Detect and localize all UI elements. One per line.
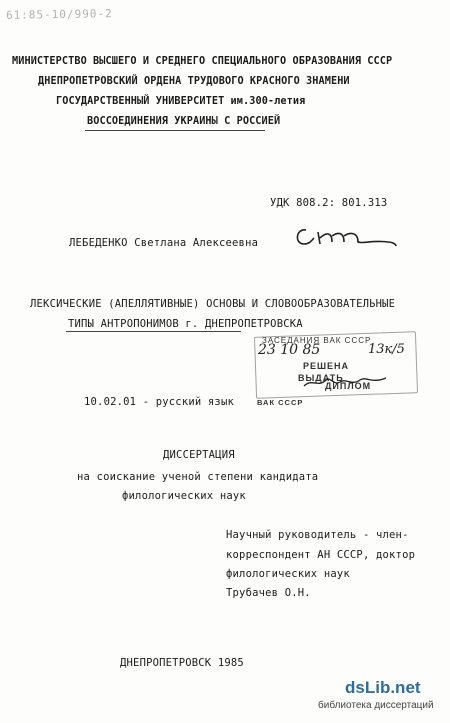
archive-code: 61:85-10/990-2 [5, 7, 113, 22]
thesis-type: ДИССЕРТАЦИЯ [163, 449, 235, 461]
degree-purpose-2: филологических наук [122, 490, 246, 502]
stamp-bottom: ВАК СССР [257, 398, 304, 407]
city-year: ДНЕПРОПЕТРОВСК 1985 [120, 657, 244, 669]
udk-code: УДК 808.2: 801.313 [270, 197, 388, 209]
university-line-1: ДНЕПРОПЕТРОВСКИЙ ОРДЕНА ТРУДОВОГО КРАСНОГО ЗНАМЕНИ [38, 76, 350, 87]
header-underline [85, 130, 265, 131]
dslib-logo [345, 678, 421, 698]
specialty-code: 10.02.01 - русский язык [84, 396, 234, 408]
stamp-number: 13к/5 [368, 342, 405, 357]
stamp-signature [300, 372, 390, 392]
university-line-3: ВОССОЕДИНЕНИЯ УКРАИНЫ С РОССИЕЙ [87, 116, 281, 127]
stamp-date: 23 10 85 [258, 342, 321, 358]
supervisor-name: Трубачев О.Н. [226, 587, 311, 599]
dslib-subtitle: библиотека диссертаций [318, 700, 434, 711]
supervisor-line-1: Научный руководитель - член- [226, 529, 409, 541]
university-line-2: ГОСУДАРСТВЕННЫЙ УНИВЕРСИТЕТ им.300-летия [56, 96, 306, 107]
stamp-issue: ВЫДАТЬ [298, 373, 344, 383]
stamp-diploma: ДИПЛОМ [325, 381, 372, 391]
stamp-header: ЗАСЕДАНИЯ ВАК СССР [262, 336, 372, 345]
degree-purpose-1: на соискание ученой степени кандидата [77, 471, 319, 483]
title-line-1: ЛЕКСИЧЕСКИЕ (АПЕЛЛЯТИВНЫЕ) ОСНОВЫ И СЛОВООБРАЗОВАТЕЛЬНЫЕ [30, 298, 396, 310]
title-underline [66, 331, 241, 332]
supervisor-line-3: филологических наук [226, 568, 350, 580]
author-signature [292, 222, 402, 256]
dslib-brand: dsLib.net [345, 678, 421, 697]
author-name: ЛЕБЕДЕНКО Светлана Алексеевна [69, 237, 259, 249]
ministry-line: МИНИСТЕРСТВО ВЫСШЕГО И СРЕДНЕГО СПЕЦИАЛЬНОГО ОБРАЗОВАНИЯ СССР [12, 56, 393, 67]
supervisor-line-2: корреспондент АН СССР, доктор [226, 549, 416, 561]
title-line-2: ТИПЫ АНТРОПОНИМОВ г. ДНЕПРОПЕТРОВСКА [68, 318, 303, 330]
stamp-decision: РЕШЕНА [303, 361, 350, 371]
